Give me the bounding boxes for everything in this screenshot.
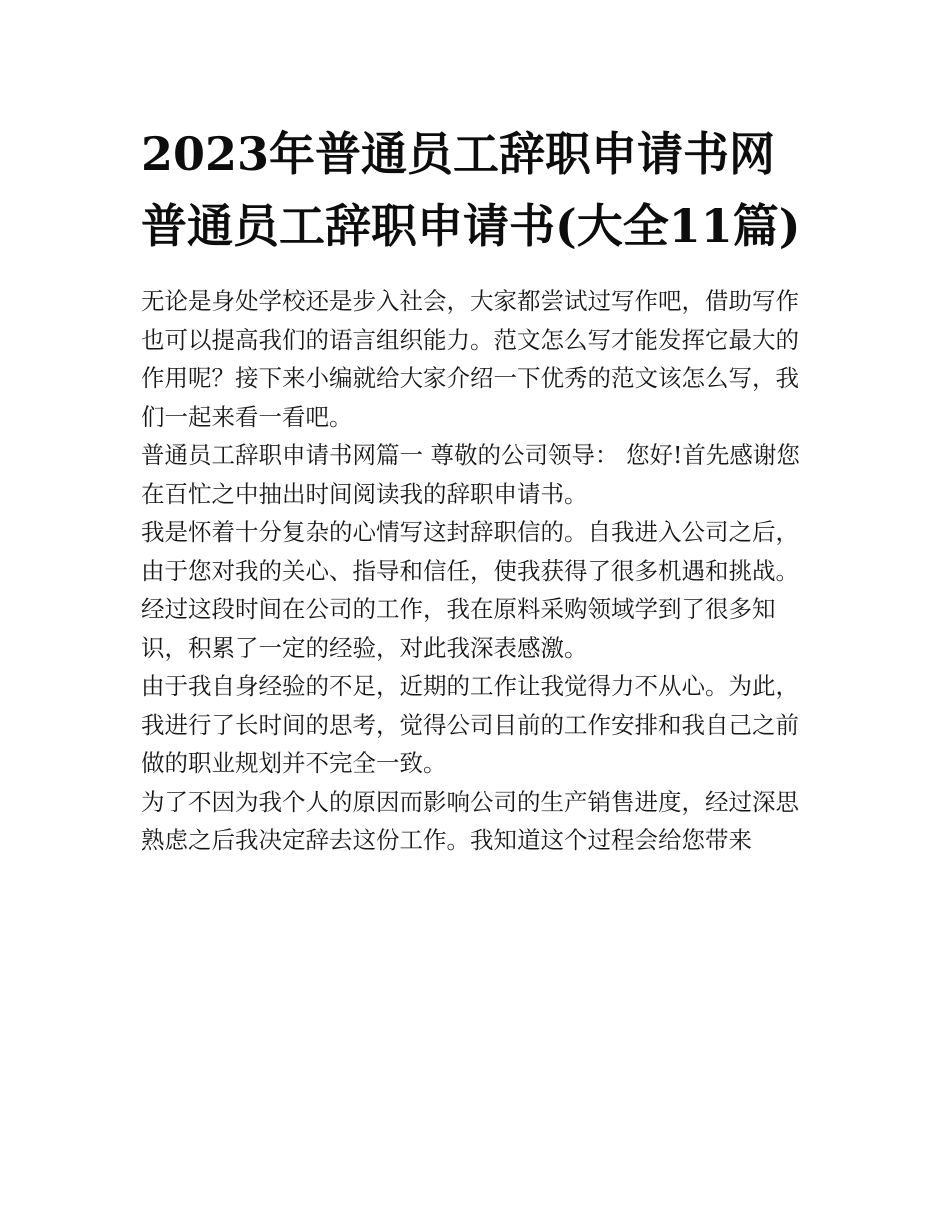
document-title: 2023年普通员工辞职申请书网普通员工辞职申请书(大全11篇) [141, 127, 801, 253]
paragraph-decision: 为了不因为我个人的原因而影响公司的生产销售进度，经过深思熟虑之后我决定辞去这份工作。我知道这个过程会给您带来 [141, 787, 799, 854]
paragraph-reason: 由于我自身经验的不足，近期的工作让我觉得力不从心。为此，我进行了长时间的思考，觉得公司目前的工作安排和我自己之前做的职业规划并不完全一致。 [141, 672, 799, 777]
paragraph-feelings: 我是怀着十分复杂的心情写这封辞职信的。自我进入公司之后，由于您对我的关心、指导和信任，使我获得了很多机遇和挑战。经过这段时间在公司的工作，我在原料采购领域学到了很多知识，积累了一定的经验，对此我深表感激。 [141, 518, 799, 662]
paragraph-greeting: 普通员工辞职申请书网篇一 尊敬的公司领导： 您好!首先感谢您在百忙之中抽出时间阅读我的辞职申请书。 [141, 441, 800, 508]
paragraph-intro: 无论是身处学校还是步入社会，大家都尝试过写作吧，借助写作也可以提高我们的语言组织能力。范文怎么写才能发挥它最大的作用呢？接下来小编就给大家介绍一下优秀的范文该怎么写，我们一起来看一看吧。 [141, 287, 799, 431]
document-body [141, 118, 813, 860]
